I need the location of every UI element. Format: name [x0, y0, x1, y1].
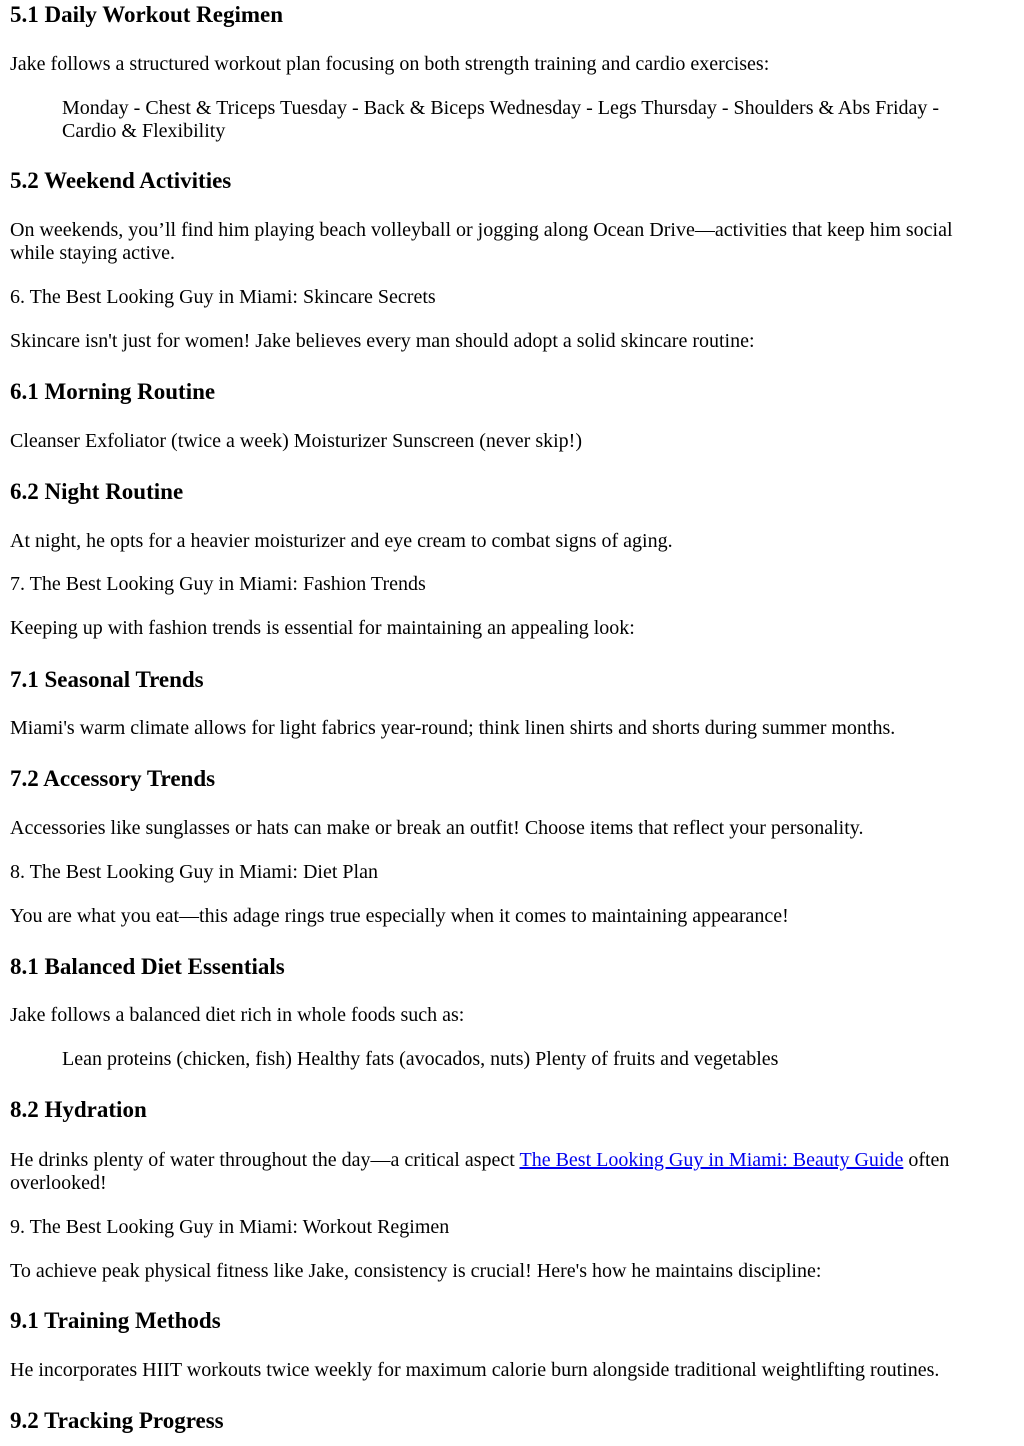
diet-foods-quote: Lean proteins (chicken, fish) Healthy fats (avocados, nuts) Plenty of fruits and vegetables — [62, 1048, 779, 1070]
paragraph-6-intro: Skincare isn't just for women! Jake believes every man should adopt a solid skincare routine: — [10, 330, 755, 352]
paragraph-6-1: Cleanser Exfoliator (twice a week) Moisturizer Sunscreen (never skip!) — [10, 430, 583, 452]
heading-5-1: 5.1 Daily Workout Regimen — [10, 2, 284, 27]
heading-7-2: 7.2 Accessory Trends — [10, 766, 216, 791]
section-7-title: 7. The Best Looking Guy in Miami: Fashion Trends — [10, 573, 426, 595]
paragraph-8-2 — [10, 1149, 1000, 1195]
paragraph-7-2: Accessories like sunglasses or hats can make or break an outfit! Choose items that reflect your personality. — [10, 817, 864, 839]
heading-8-1: 8.1 Balanced Diet Essentials — [10, 954, 285, 979]
paragraph-5-2: On weekends, you’ll find him playing beach volleyball or jogging along Ocean Drive—activities that keep him social while staying active. — [10, 219, 953, 264]
section-6-title: 6. The Best Looking Guy in Miami: Skincare Secrets — [10, 286, 436, 308]
heading-5-2: 5.2 Weekend Activities — [10, 168, 232, 193]
paragraph-7-intro: Keeping up with fashion trends is essential for maintaining an appealing look: — [10, 617, 635, 639]
heading-7-1: 7.1 Seasonal Trends — [10, 667, 204, 692]
section-8-title: 8. The Best Looking Guy in Miami: Diet Plan — [10, 861, 378, 883]
paragraph-7-1: Miami's warm climate allows for light fabrics year-round; think linen shirts and shorts during summer months. — [10, 717, 896, 739]
heading-9-1: 9.1 Training Methods — [10, 1308, 221, 1333]
heading-9-2: 9.2 Tracking Progress — [10, 1408, 224, 1433]
heading-6-2: 6.2 Night Routine — [10, 479, 184, 504]
paragraph-8-intro: You are what you eat—this adage rings true especially when it comes to maintaining appearance! — [10, 905, 789, 927]
paragraph-8-2-after: often overlooked! — [10, 1149, 950, 1194]
section-9-title: 9. The Best Looking Guy in Miami: Workout Regimen — [10, 1216, 450, 1238]
paragraph-9-intro: To achieve peak physical fitness like Jake, consistency is crucial! Here's how he maintains discipline: — [10, 1260, 822, 1282]
paragraph-6-2: At night, he opts for a heavier moisturizer and eye cream to combat signs of aging. — [10, 530, 673, 552]
paragraph-8-1-intro: Jake follows a balanced diet rich in whole foods such as: — [10, 1004, 465, 1026]
paragraph-8-2-before: He drinks plenty of water throughout the day—a critical aspect — [10, 1149, 520, 1171]
workout-schedule-quote: Monday - Chest & Triceps Tuesday - Back & Biceps Wednesday - Legs Thursday - Shoulders & Abs Friday - Cardio & Flexibility — [62, 97, 940, 142]
heading-8-2: 8.2 Hydration — [10, 1097, 147, 1122]
heading-6-1: 6.1 Morning Routine — [10, 379, 216, 404]
paragraph-9-1: He incorporates HIIT workouts twice weekly for maximum calorie burn alongside traditional weightlifting routines. — [10, 1359, 940, 1381]
paragraph-5-1-intro: Jake follows a structured workout plan focusing on both strength training and cardio exercises: — [10, 53, 770, 75]
beauty-guide-link[interactable]: The Best Looking Guy in Miami: Beauty Guide — [519, 1149, 904, 1171]
